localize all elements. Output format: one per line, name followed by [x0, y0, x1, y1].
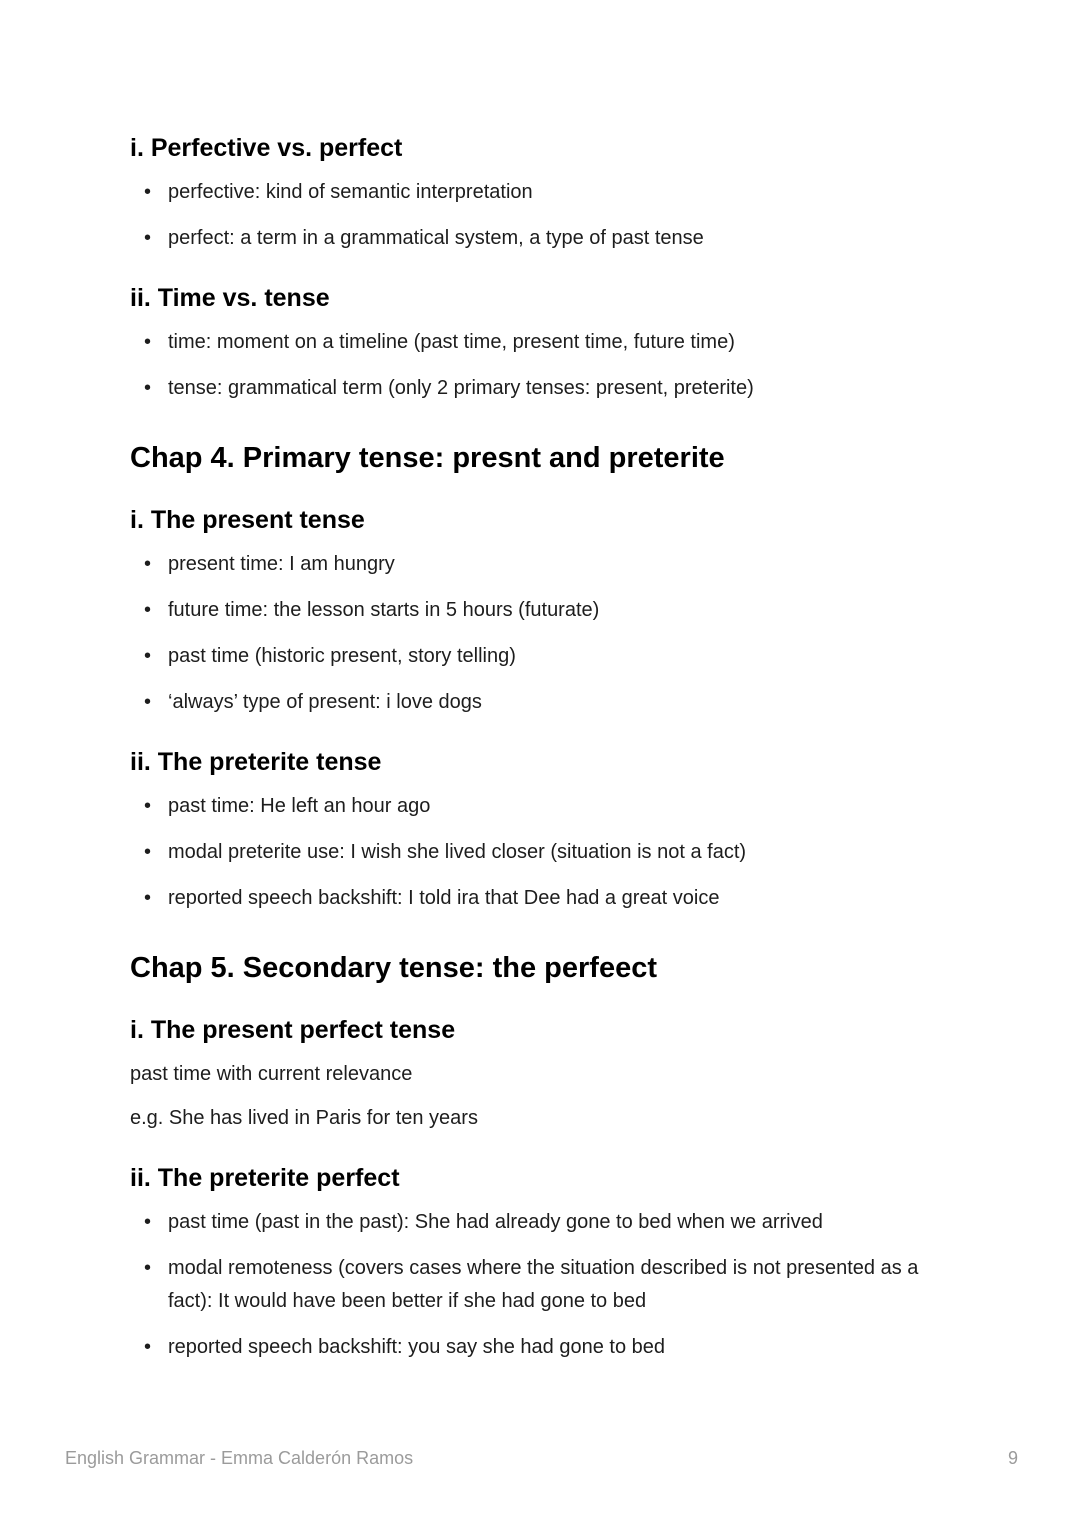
- bullet-item: • present time: I am hungry: [130, 548, 950, 581]
- bullet-item: • reported speech backshift: you say she had gone to bed: [130, 1331, 950, 1364]
- bullet-list-perfective: [130, 176, 950, 255]
- section-heading-present-tense: i. The present tense: [130, 506, 365, 534]
- bullet-item: • tense: grammatical term (only 2 primary tenses: present, preterite): [130, 372, 950, 405]
- bullet-list-time-tense: [130, 326, 950, 405]
- bullet-list-preterite-perfect: [130, 1206, 950, 1364]
- bullet-item: • perfect: a term in a grammatical system, a type of past tense: [130, 222, 950, 255]
- section-heading-preterite-tense: ii. The preterite tense: [130, 748, 382, 776]
- section-heading-time-vs-tense: ii. Time vs. tense: [130, 284, 330, 312]
- bullet-item: • time: moment on a timeline (past time, present time, future time): [130, 326, 950, 359]
- bullet-list-present-tense: [130, 548, 950, 719]
- bullet-item: • past time (past in the past): She had already gone to bed when we arrived: [130, 1206, 950, 1239]
- bullet-item: • modal remoteness (covers cases where the situation described is not presented as a fact): It would have been better if she had gone to bed: [130, 1252, 950, 1318]
- section-heading-perfective-vs-perfect: i. Perfective vs. perfect: [130, 134, 403, 162]
- bullet-item: • reported speech backshift: I told ira that Dee had a great voice: [130, 882, 950, 915]
- paragraph: past time with current relevance: [130, 1063, 413, 1085]
- bullet-item: • future time: the lesson starts in 5 hours (futurate): [130, 594, 950, 627]
- paragraph: e.g. She has lived in Paris for ten years: [130, 1107, 478, 1129]
- bullet-item: • perfective: kind of semantic interpretation: [130, 176, 950, 209]
- bullet-list-preterite-tense: [130, 790, 950, 915]
- section-heading-preterite-perfect: ii. The preterite perfect: [130, 1164, 400, 1192]
- chapter-heading-chap4: Chap 4. Primary tense: presnt and preterite: [130, 442, 725, 474]
- bullet-item: • ‘always’ type of present: i love dogs: [130, 686, 950, 719]
- chapter-heading-chap5: Chap 5. Secondary tense: the perfeect: [130, 952, 657, 984]
- bullet-item: • past time: He left an hour ago: [130, 790, 950, 823]
- section-heading-present-perfect: i. The present perfect tense: [130, 1016, 456, 1044]
- bullet-item: • modal preterite use: I wish she lived closer (situation is not a fact): [130, 836, 950, 869]
- page-footer: [65, 1447, 1018, 1469]
- footer-document-title: English Grammar - Emma Calderón Ramos: [65, 1448, 414, 1468]
- bullet-item: • past time (historic present, story telling): [130, 640, 950, 673]
- footer-page-number: 9: [1007, 1448, 1018, 1468]
